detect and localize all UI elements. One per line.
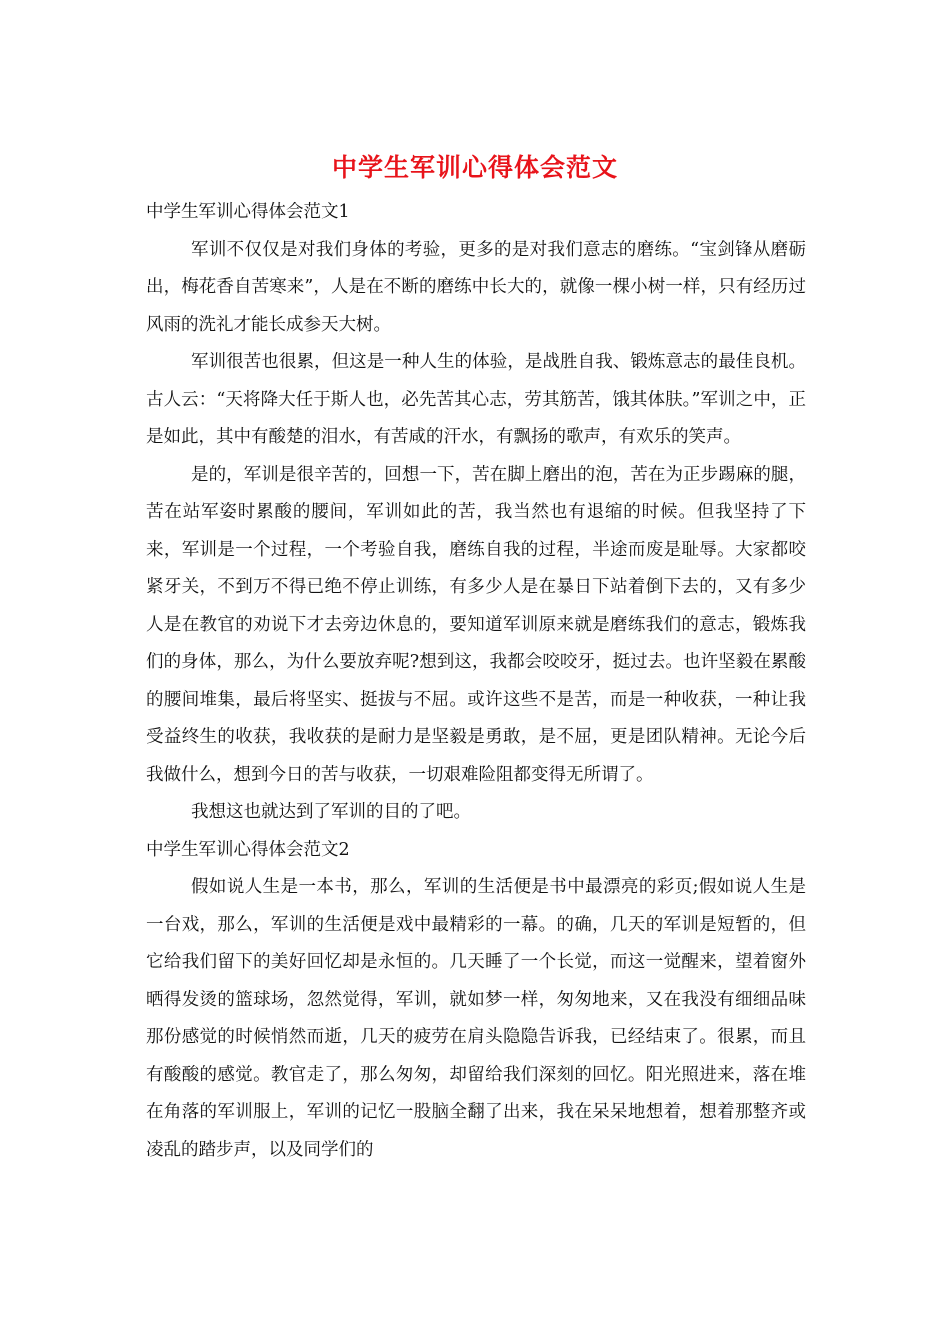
section-heading-1: 中学生军训心得体会范文1 xyxy=(146,202,350,222)
paragraph: 假如说人生是一本书，那么，军训的生活便是书中最漂亮的彩页;假如说人生是一台戏，那么，军训的生活便是戏中最精彩的一幕。的确，几天的军训是短暂的，但它给我们留下的美好回忆却是永恒的。几天睡了一个长觉，而这一觉醒来，望着窗外晒得发烫的篮球场，忽然觉得，军训，就如梦一样，匆匆地来，又在我没有细细品味那份感觉的时候悄然而逝，几天的疲劳在肩头隐隐告诉我，已经结束了。很累，而且有酸酸的感觉。教官走了，那么匆匆，却留给我们深刻的回忆。阳光照进来，落在堆在角落的军训服上，军训的记忆一股脑全翻了出来，我在呆呆地想着，想着那整齐或凌乱的踏步声，以及同学们的 xyxy=(146,877,806,1160)
paragraph: 军训不仅仅是对我们身体的考验，更多的是对我们意志的磨练。“宝剑锋从磨砺出，梅花香自苦寒来”，人是在不断的磨练中长大的，就像一棵小树一样，只有经历过风雨的洗礼才能长成参天大树。 xyxy=(146,239,806,335)
paragraph: 是的，军训是很辛苦的，回想一下，苦在脚上磨出的泡，苦在为正步踢麻的腿，苦在站军姿时累酸的腰间，军训如此的苦，我当然也有退缩的时候。但我坚持了下来，军训是一个过程，一个考验自我，磨练自我的过程，半途而废是耻辱。大家都咬紧牙关，不到万不得已绝不停止训练，有多少人是在暴日下站着倒下去的，又有多少人是在教官的劝说下才去旁边休息的，要知道军训原来就是磨练我们的意志，锻炼我们的身体，那么，为什么要放弃呢?想到这，我都会咬咬牙，挺过去。也许坚毅在累酸的腰间堆集，最后将坚实、挺拔与不屈。或许这些不是苦，而是一种收获，一种让我受益终生的收获，我收获的是耐力是坚毅是勇敢，是不屈，更是团队精神。无论今后我做什么，想到今日的苦与收获，一切艰难险阻都变得无所谓了。 xyxy=(146,464,806,785)
section-heading-2: 中学生军训心得体会范文2 xyxy=(146,839,350,860)
paragraph: 军训很苦也很累，但这是一种人生的体验，是战胜自我、锻炼意志的最佳良机。古人云：“天将降大任于斯人也，必先苦其心志，劳其筋苦，饿其体肤。”军训之中，正是如此，其中有酸楚的泪水，有苦咸的汗水，有飘扬的歌声，有欢乐的笑声。 xyxy=(146,352,806,447)
paragraph: 我想这也就达到了军训的目的了吧。 xyxy=(191,802,471,822)
document-title: 中学生军训心得体会范文 xyxy=(331,153,618,182)
document-body xyxy=(146,194,806,1169)
